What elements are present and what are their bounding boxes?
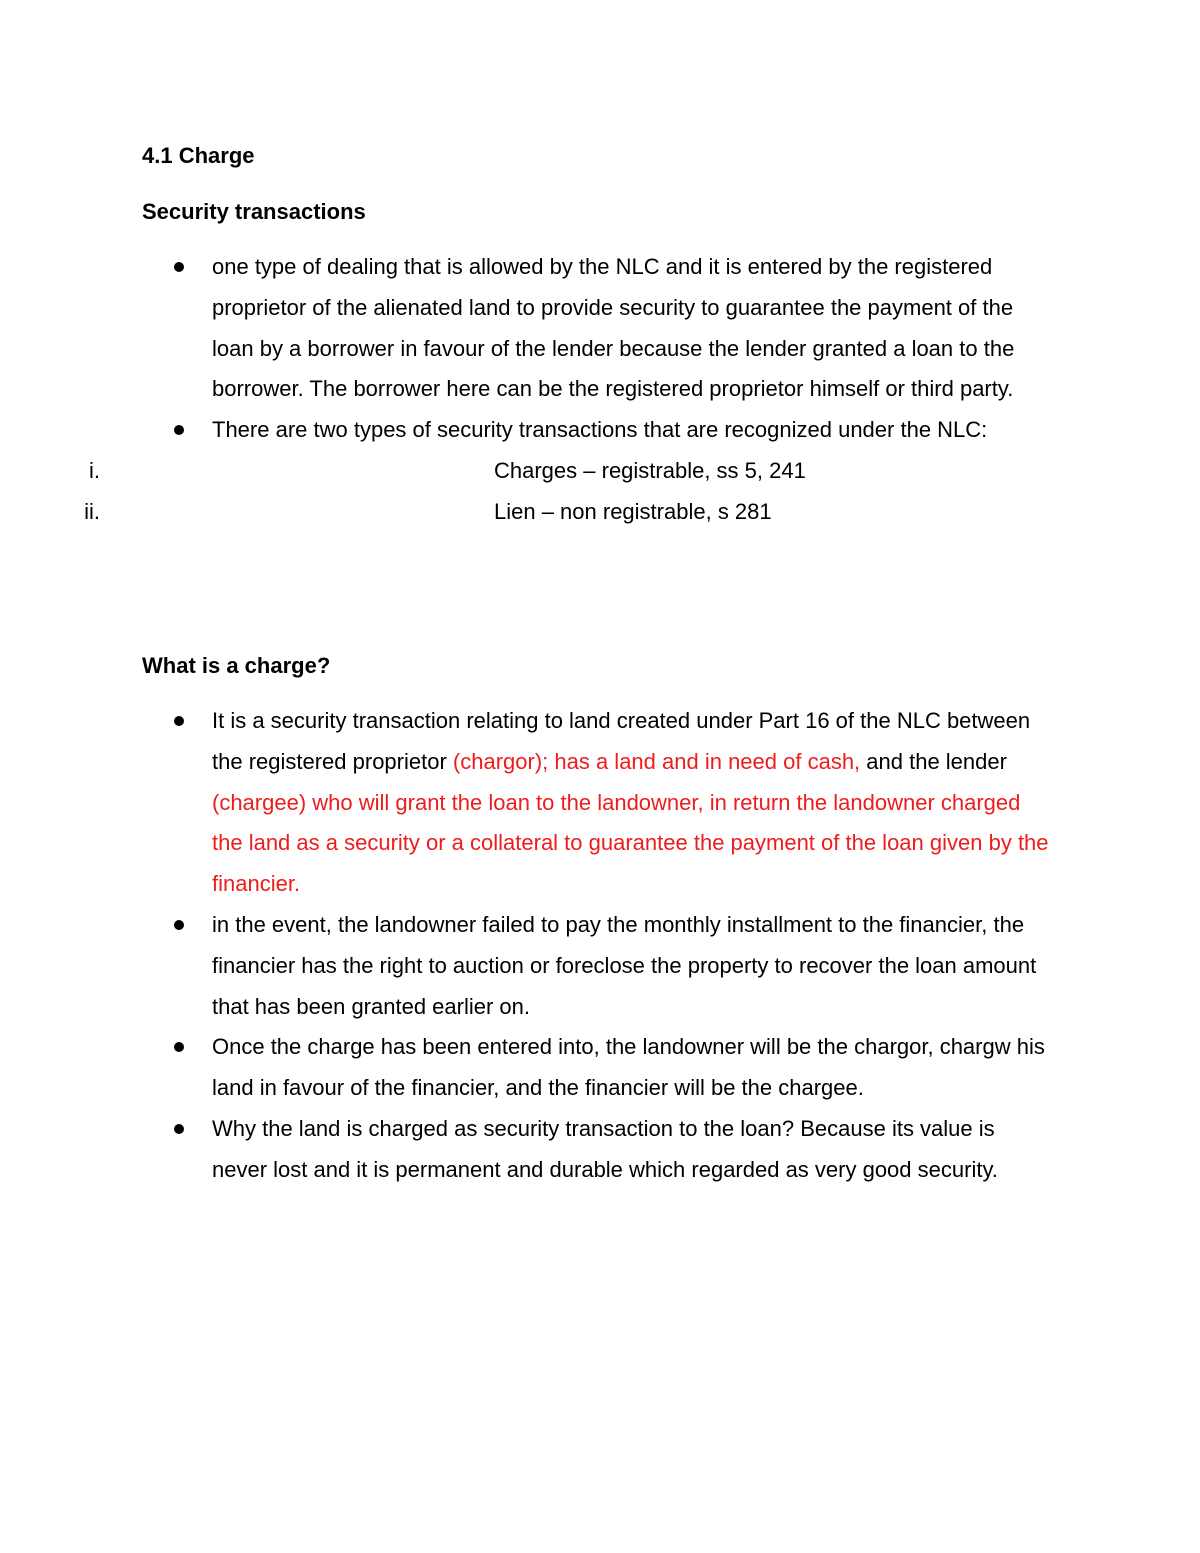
bullet-text: in the event, the landowner failed to pay the monthly installment to the financier, the financier has the right to auction or foreclose the property to recover the loan amount that has been granted earlier on. [212,911,1037,1019]
list-item [0,247,1052,410]
bullet-text-part: and the lender [860,748,1007,774]
bullet-icon [174,920,184,930]
list-item [89,451,1052,492]
list-item [0,701,1052,905]
list-item [0,1109,1052,1191]
bullet-icon [174,716,184,726]
security-bullet-list [0,247,1052,533]
section-title: 4.1 Charge [142,143,255,168]
bullet-icon [174,1124,184,1134]
charge-bullet-list [0,701,1052,1191]
type-text: Charges – registrable, ss 5, 241 [494,457,806,483]
bullet-icon [174,1042,184,1052]
list-item [84,492,1052,533]
bullet-text: one type of dealing that is allowed by the NLC and it is entered by the registered proprietor of the alienated land to provide security to guarantee the payment of the loan by a borrower in favour of the lender because the lender granted a loan to the borrower. The borrower here can be the registered proprietor himself or third party. [212,254,1015,402]
list-item [0,410,1052,532]
roman-numeral: i. [89,457,100,483]
security-types-list [84,451,1052,533]
roman-numeral: ii. [84,498,100,524]
bullet-text-part: It is a security transaction relating to land created under Part 16 of the NLC between the registered proprietor [212,708,1031,774]
security-transactions-heading: Security transactions [142,199,366,224]
bullet-text: Why the land is charged as security transaction to the loan? Because its value is never lost and it is permanent and durable which regarded as very good security. [212,1115,998,1182]
bullet-icon [174,262,184,272]
bullet-icon [174,425,184,435]
bullet-text: Once the charge has been entered into, the landowner will be the chargor, chargw his land in favour of the financier, and the financier will be the chargee. [212,1034,1045,1101]
what-is-charge-heading: What is a charge? [142,653,331,678]
type-text: Lien – non registrable, s 281 [494,498,772,524]
chargor-highlight: (chargor); has a land and in need of cash, [452,748,861,774]
chargee-highlight: (chargee) who will grant the loan to the landowner, in return the landowner charged the land as a security or a collateral to guarantee the payment of the loan given by the financier. [212,789,1049,897]
list-item [0,905,1052,1027]
list-item [0,1027,1052,1109]
bullet-text: There are two types of security transactions that are recognized under the NLC: [212,417,988,443]
